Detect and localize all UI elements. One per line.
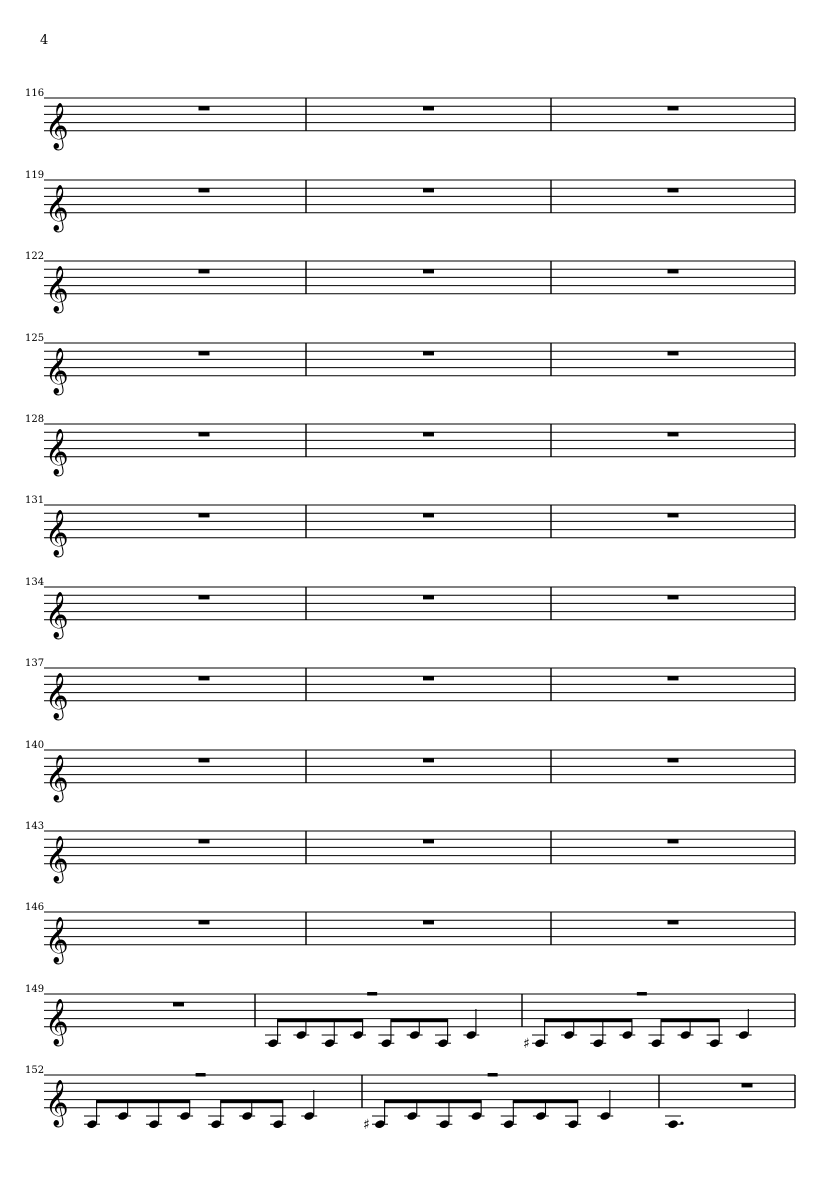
whole-rest [742, 1083, 753, 1087]
treble-clef: 𝄞 [45, 509, 69, 556]
whole-rest [423, 839, 434, 843]
whole-rest [668, 188, 679, 192]
treble-clef: 𝄞 [45, 754, 69, 801]
treble-clef: 𝄞 [45, 591, 69, 638]
whole-rest [423, 188, 434, 192]
page-number: 4 [40, 33, 49, 48]
measure-number: 149 [25, 984, 45, 995]
measure-number: 125 [25, 333, 45, 344]
sharp-accidental: ♯ [363, 1117, 370, 1134]
whole-rest [199, 188, 210, 192]
whole-rest [668, 920, 679, 924]
beam [513, 1100, 578, 1104]
measure-number: 152 [25, 1065, 45, 1076]
whole-rest [423, 758, 434, 762]
beam [384, 1100, 482, 1104]
whole-rest [199, 269, 210, 273]
measure-number: 140 [25, 740, 45, 751]
whole-rest [199, 676, 210, 680]
whole-rest [668, 595, 679, 599]
whole-rest [668, 513, 679, 517]
treble-clef: 𝄞 [45, 835, 69, 882]
beam [96, 1100, 190, 1104]
measure-number: 134 [25, 577, 45, 588]
beam [390, 1019, 448, 1023]
treble-clef: 𝄞 [45, 184, 69, 231]
voice-rest [488, 1073, 498, 1077]
whole-rest [199, 758, 210, 762]
measure-number: 119 [25, 170, 45, 181]
whole-rest [199, 839, 210, 843]
treble-clef: 𝄞 [45, 916, 69, 963]
treble-clef: 𝄞 [45, 998, 69, 1045]
whole-rest [423, 595, 434, 599]
augmentation-dot [680, 1122, 683, 1125]
treble-clef: 𝄞 [45, 265, 69, 312]
measure-number: 137 [25, 658, 45, 669]
whole-rest [668, 432, 679, 436]
whole-rest [199, 595, 210, 599]
whole-rest [199, 432, 210, 436]
note-head [667, 1119, 679, 1129]
whole-rest [423, 106, 434, 110]
whole-rest [668, 758, 679, 762]
whole-rest [423, 269, 434, 273]
sharp-accidental: ♯ [523, 1036, 530, 1053]
measure-number: 128 [25, 414, 45, 425]
beam [277, 1019, 363, 1023]
measure-number: 146 [25, 902, 45, 913]
measure-number: 122 [25, 251, 45, 262]
treble-clef: 𝄞 [45, 672, 69, 719]
whole-rest [423, 432, 434, 436]
whole-rest [668, 839, 679, 843]
whole-rest [423, 920, 434, 924]
treble-clef: 𝄞 [45, 428, 69, 475]
measure-number: 116 [25, 88, 45, 99]
whole-rest [199, 351, 210, 355]
whole-rest [668, 351, 679, 355]
measure-number: 143 [25, 821, 45, 832]
whole-rest [199, 920, 210, 924]
beam [661, 1019, 720, 1023]
whole-rest [423, 513, 434, 517]
voice-rest [367, 992, 377, 996]
treble-clef: 𝄞 [45, 347, 69, 394]
whole-rest [173, 1002, 184, 1006]
measure-number: 131 [25, 495, 45, 506]
treble-clef: 𝄞 [45, 102, 69, 149]
whole-rest [668, 106, 679, 110]
beam [544, 1019, 632, 1023]
whole-rest [423, 351, 434, 355]
whole-rest [668, 269, 679, 273]
beam [220, 1100, 283, 1104]
voice-rest [196, 1073, 206, 1077]
whole-rest [199, 106, 210, 110]
whole-rest [423, 676, 434, 680]
whole-rest [199, 513, 210, 517]
whole-rest [668, 676, 679, 680]
treble-clef: 𝄞 [45, 1079, 69, 1126]
voice-rest [637, 992, 647, 996]
